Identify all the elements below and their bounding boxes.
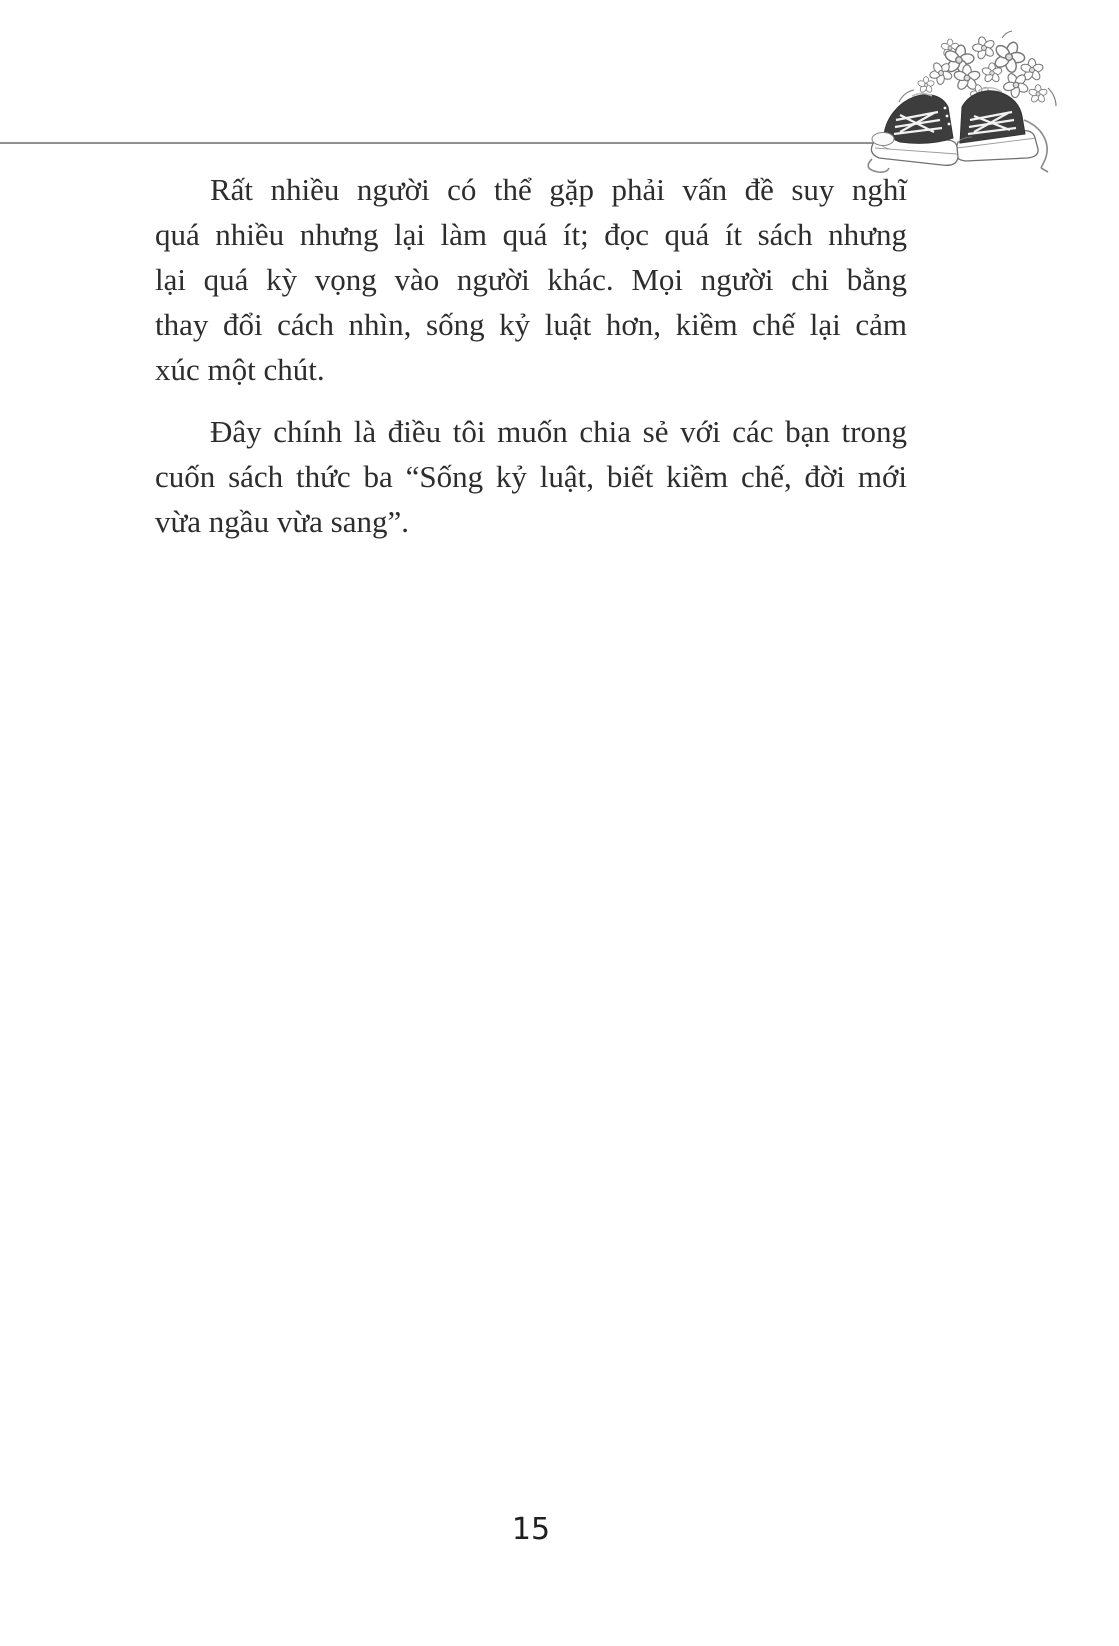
paragraph <box>155 409 907 544</box>
text-line: Rất nhiều người có thể gặp phải vấn đề suy nghĩ <box>210 172 907 207</box>
right-sneaker <box>955 88 1038 161</box>
body-text <box>155 167 907 544</box>
paragraph <box>155 167 907 392</box>
text-line: vừa ngầu vừa sang”. <box>155 504 409 539</box>
header-rule <box>0 142 903 144</box>
left-sneaker <box>871 94 958 166</box>
text-line: quá nhiều nhưng lại làm quá ít; đọc quá ít sách nhưng <box>155 217 907 252</box>
page-number: 15 <box>511 1512 551 1547</box>
text-line: xúc một chút. <box>155 352 325 387</box>
text-line: Đây chính là điều tôi muốn chia sẻ với các bạn trong <box>210 414 907 449</box>
text-line: cuốn sách thức ba “Sống kỷ luật, biết kiềm chế, đời mới <box>155 459 907 494</box>
text-line: lại quá kỳ vọng vào người khác. Mọi người chi bằng <box>155 262 907 297</box>
text-line: thay đổi cách nhìn, sống kỷ luật hơn, kiềm chế lại cảm <box>155 307 907 342</box>
sneakers-with-flowers-illustration-icon <box>862 28 1072 176</box>
